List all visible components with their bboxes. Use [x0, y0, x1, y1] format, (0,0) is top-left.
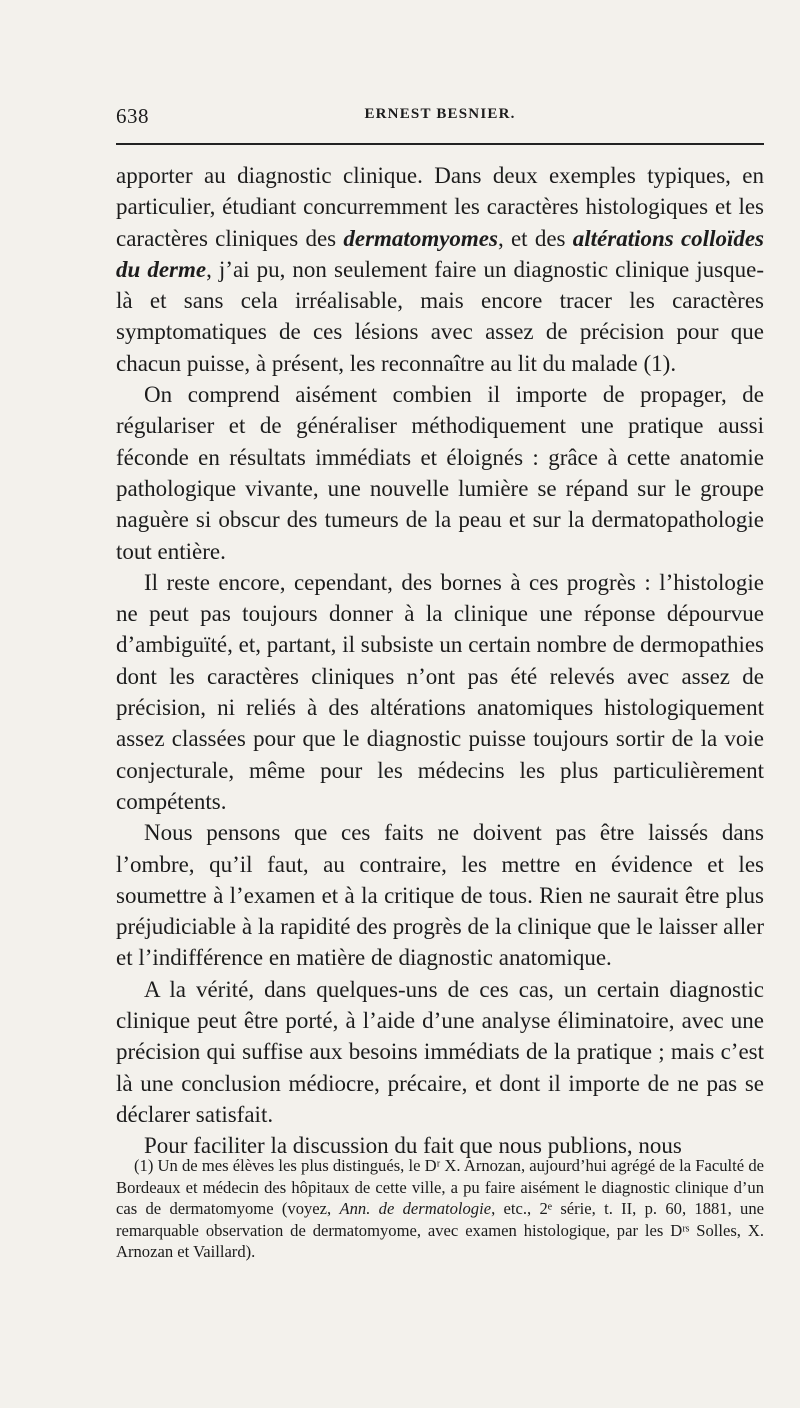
- paragraph-1-italic-alterations: altérations colloïdes du derme: [116, 225, 765, 282]
- paragraph-1-text-c: , j’ai pu, non seulement faire un diagnostic clinique jusque-là et sans cela irréalisable, mais encore tracer les caractères symptomatiques de ces lésions avec assez de précision pour que chacun puisse, à présent, les reconnaître au lit du malade (1).: [116, 256, 764, 376]
- footnote-1: [116, 1155, 764, 1263]
- paragraph-1-text-a: apporter au diagnostic clinique. Dans deux exemples typiques, en particulier, étudiant concurremment les caractères histologiques et les caractères cliniques des: [116, 163, 764, 251]
- paragraph-4: Nous pensons que ces faits ne doivent pas être laissés dans l’ombre, qu’il faut, au contraire, les mettre en évidence et les soumettre à l’examen et à la critique de tous. Rien ne saurait être plus préjudiciable à la rapidité des progrès de la clinique que le laisser aller et l’indifférence en matière de diagnostic anatomique.: [116, 820, 764, 971]
- footnote-text-b: , etc., 2ᵉ série, t. II, p. 60, 1881, une remarquable observation de dermatomyome, avec examen histologique, par les Dʳˢ Solles, X. Arnozan et Vaillard).: [116, 1199, 764, 1261]
- footnote-italic-journal: Ann. de dermatologie: [339, 1199, 492, 1218]
- footnote-text-a: (1) Un de mes élèves les plus distingués, le Dʳ X. Arnozan, aujourd’hui agrégé de la Faculté de Bordeaux et médecin des hôpitaux de cette ville, a pu faire aisément le diagnostic clinique d’un cas de dermatomyome (voyez,: [116, 1156, 764, 1218]
- paragraph-1-text-b: , et des: [497, 225, 573, 251]
- paragraph-1: [116, 160, 764, 379]
- body-text: [116, 160, 764, 1162]
- paragraph-5: A la vérité, dans quelques-uns de ces cas, un certain diagnostic clinique peut être porté, à l’aide d’une analyse éliminatoire, avec une précision qui suffise aux besoins immédiats de la pratique ; mais c’est là une conclusion médiocre, précaire, et dont il importe de ne pas se déclarer satisfait.: [116, 976, 764, 1127]
- page-number: 638: [116, 104, 149, 128]
- running-head: [116, 104, 764, 134]
- paragraph-1-italic-dermatomyomes: dermatomyomes: [343, 225, 498, 251]
- paragraph-3: Il reste encore, cependant, des bornes à ces progrès : l’histologie ne peut pas toujours donner à la clinique une réponse dépourvue d’ambiguïté, et, partant, il subsiste un certain nombre de dermopathies dont les caractères cliniques n’ont pas été relevés avec assez de précision, ni reliés à des altérations anatomiques histologiquement assez classées pour que le diagnostic puisse toujours sortir de la voie conjecturale, même pour les médecins les plus particulièrement compétents.: [116, 569, 764, 814]
- paragraph-2: On comprend aisément combien il importe de propager, de régulariser et de généraliser méthodiquement une pratique aussi féconde en résultats immédiats et éloignés : grâce à cette anatomie pathologique vivante, une nouvelle lumière se répand sur le groupe naguère si obscur des tumeurs de la peau et sur la dermatopathologie tout entière.: [116, 382, 764, 564]
- running-title: ERNEST BESNIER.: [364, 106, 516, 122]
- paragraph-6: Pour faciliter la discussion du fait que nous publions, nous: [144, 1133, 682, 1159]
- header-rule: [116, 143, 764, 145]
- footnote: [116, 1155, 764, 1263]
